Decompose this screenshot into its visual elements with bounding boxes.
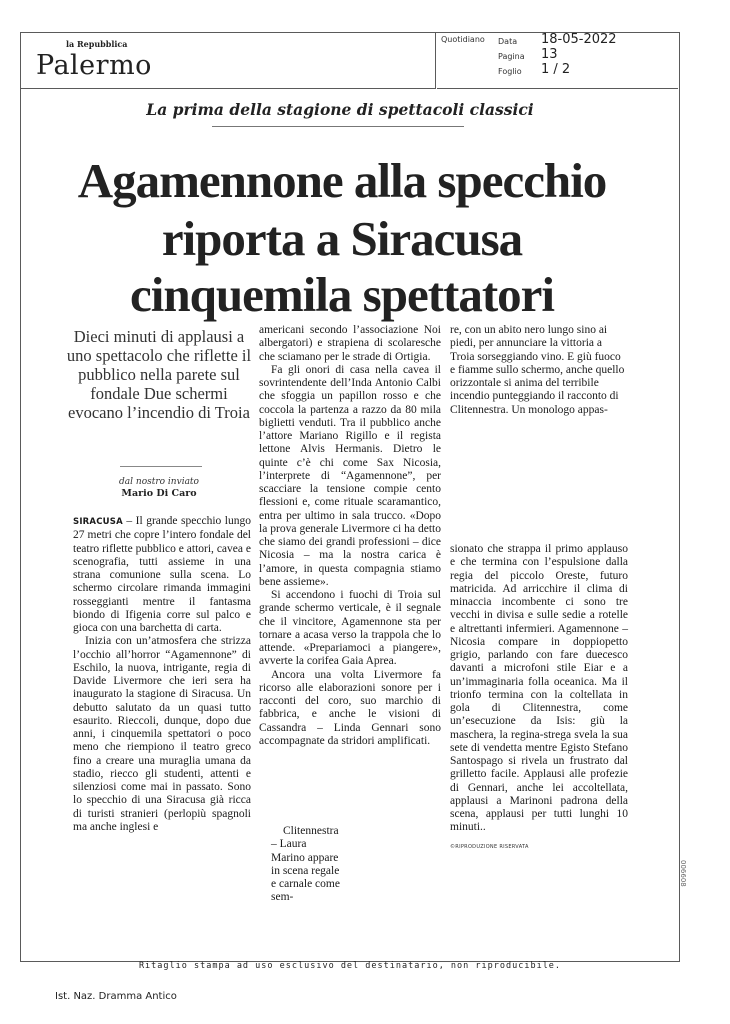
article-paragraph-9: sionato che strappa il primo applauso e che termina con l’espulsione dalla regia del piccolo Oreste, futuro matricida. Ad arricchire il clima di minaccia incombente ci sono tre vecchi in divisa e sulle sedie a rotelle e altrettanti infermieri. Agamennone – Nicosia compare in doppiopetto grigio, parlando con fare duecesco davanti a microfoni stile Eiar e a un’immaginaria folla oceanica. Ma il trionfo termina con la coltellata in gola di Clitennestra, come un’esecuzione da Isis: giù la maschera, la regina-strega svela la sua sete di vendetta mentre Egisto Stefano Santospago si rivela un frustrato dal grilletto facile. Applausi alle profezie di Gennari, anche lei accoltellata, applausi a Marinoni padrona della scena, applausi per tutti lunghi 10 minuti..: [450, 543, 628, 834]
publication-small-logo: la Repubblica: [66, 39, 128, 49]
client-name: Ist. Naz. Dramma Antico: [55, 991, 177, 1002]
author-name: Mario Di Caro: [121, 488, 197, 499]
paragraph-text: – Il grande specchio lungo 27 metri che copre l’intero fondale del teatro riflette pubblico e attori, cavea e scenografia, tutti assieme in una strana comunione sulla scena. Lo schermo circolare rimanda immagini rosseggianti mentre il fantasma biondo di Ifigenia corre sul palco e gioca con una barchetta di carta.: [73, 515, 251, 634]
byline-label: dal nostro inviato: [119, 477, 199, 487]
article-paragraph-6: Ancora una volta Livermore fa ricorso alle elaborazioni sonore per i racconti del coro, suo marchio di fabbrica, e anche le visioni di Cassandra – Linda Gennari sono accompagnate da stridori amplificati.: [259, 668, 441, 747]
sheet-value: 1 / 2: [541, 62, 571, 77]
headline-line-2: riporta a Siracusa: [161, 211, 523, 266]
dateline: SIRACUSA: [73, 517, 123, 527]
article-column-3-wide: [450, 543, 628, 839]
article-column-2-tail: [271, 825, 343, 904]
article-paragraph-3: americani secondo l’associazione Noi albergatori) e strapiena di scolaresche che sciamano per le strade di Ortigia.: [259, 324, 441, 363]
article-column-1: [73, 515, 251, 850]
sheet-label: Foglio: [498, 67, 522, 76]
publication-type: Quotidiano: [441, 35, 485, 44]
headline-line-3: cinquemila spettatori: [129, 267, 555, 322]
headline-line-1: Agamennone alla specchio: [77, 153, 607, 208]
clipping-code: 006608: [679, 860, 687, 887]
article-paragraph-2: Inizia con un’atmosfera che strizza l’occhio all’horror “Agamennone” di Eschilo, la nuova, intrigante, regia di Davide Livermore che ieri sera ha inaugurato la stagione di Siracusa. Un debutto salutato da un quasi tutto esaurito. Rieccoli, dunque, dopo due anni, i cinquemila spettatori o poco meno che riempiono il teatro greco fino a creare una muraglia umana da stadio, riecco gli studenti, attenti e silenziosi come mai in passato. Sono lo specchio di una Siracusa già ricca di turisti stranieri (perlopiù spagnoli ma anche inglesi e: [73, 635, 251, 833]
clipping-disclaimer: Ritaglio stampa ad uso esclusivo del destinatario, non riproducibile.: [138, 961, 562, 971]
article-kicker: La prima della stagione di spettacoli classici: [146, 100, 534, 119]
publication-name: Palermo: [36, 50, 152, 81]
article-paragraph-5: Si accendono i fuochi di Troia sul grande schermo verticale, è il segnale che il vincitore, Agamennone sta per tornare a acasa verso la trappola che lo attende. «Prepariamoci a piangere», avverte la corifea Gaia Aprea.: [259, 589, 441, 668]
date-value: 18-05-2022: [541, 32, 617, 47]
page-label: Pagina: [498, 52, 525, 61]
article-paragraph-7: Clitennestra – Laura Marino appare in scena regale e carnale come sem-: [271, 825, 340, 904]
date-label: Data: [498, 37, 518, 46]
kicker-divider: [212, 126, 464, 127]
byline-divider: [120, 466, 202, 467]
article-paragraph-8: re, con un abito nero lungo sino ai piedi, per annunciare la vittoria a Troia sorseggiando vino. E giù fuoco e fiamme sullo schermo, anche quello orizzontale si anima del terribile incendio punteggiando il racconto di Clitennestra. Un monologo appas-: [450, 324, 625, 416]
article-column-3-narrow: [450, 324, 628, 542]
article-paragraph-1: [73, 515, 251, 635]
copyright-note: ©RIPRODUZIONE RISERVATA: [450, 844, 529, 850]
page-value: 13: [541, 47, 558, 62]
article-paragraph-4: Fa gli onori di casa nella cavea il sovrintendente dell’Inda Antonio Calbi che sfoggia un papillon rosso e che coccola la partenza a razzo da 80 mila biglietti venduti. Tra il pubblico anche l’attore Mariano Rigillo e il regista lettone Alvis Hermanis. Dietro le quinte c’è chi come Sax Nicosia, l’interprete di “Agamennone”, per scacciare la tensione compie cento flessioni e, come rituale scaramantico, entra per ultimo in sala trucco. «Dopo la prova generale Livermore ci ha detto che siamo dei grandi professioni – dice Nicosia – ma la nostra carica è l’amore, in questa compagnia stiamo bene assieme».: [259, 363, 441, 588]
article-column-2: [259, 324, 441, 824]
article-summary: Dieci minuti di applausi a uno spettacolo che riflette il pubblico nella parete sul fondale Due schermi evocano l’incendio di Troia: [66, 327, 252, 422]
